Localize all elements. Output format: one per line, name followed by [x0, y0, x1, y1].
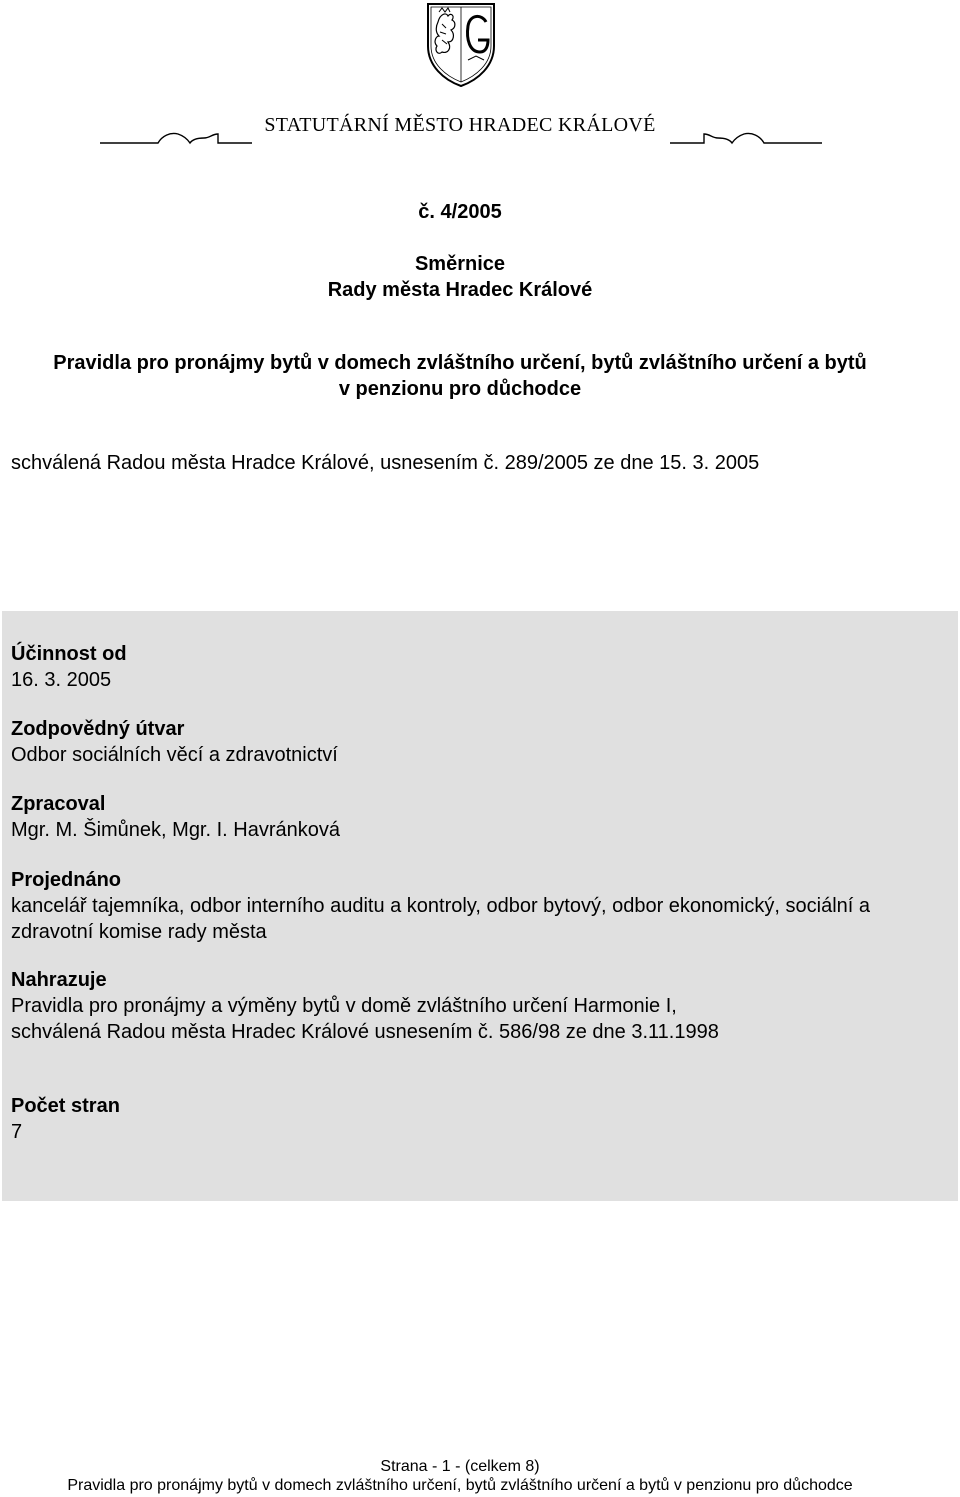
- approval-statement: schválená Radou města Hradce Králové, usnesením č. 289/2005 ze dne 15. 3. 2005: [11, 452, 760, 474]
- page-count-field: [11, 1093, 953, 1145]
- field-label: Nahrazuje: [11, 969, 107, 991]
- department-field: [11, 716, 953, 768]
- prepared-by-field: [11, 791, 953, 843]
- discussed-field: [11, 867, 953, 945]
- document-title-line: Pravidla pro pronájmy bytů v domech zvláštního určení, bytů zvláštního určení a bytů: [53, 352, 867, 374]
- field-value: 7: [11, 1121, 23, 1143]
- document-info-box: [2, 611, 958, 1201]
- footer-page-number: Strana - 1 - (celkem 8): [380, 1458, 540, 1475]
- document-issuer-line: Rady města Hradec Králové: [327, 279, 593, 301]
- header-ornament-line: [100, 124, 822, 148]
- document-type: [0, 251, 920, 303]
- document-title-line: v penzionu pro důchodce: [338, 378, 582, 400]
- field-label: Účinnost od: [11, 643, 127, 665]
- footer-document-title: Pravidla pro pronájmy bytů v domech zvláštního určení, bytů zvláštního určení a bytů v penzionu pro důchodce: [67, 1477, 853, 1494]
- document-title: [0, 350, 920, 402]
- field-value: 16. 3. 2005: [11, 669, 112, 691]
- coat-of-arms-icon: [424, 0, 498, 88]
- field-value: Pravidla pro pronájmy a výměny bytů v domě zvláštního určení Harmonie I,: [11, 995, 677, 1017]
- field-value: schválená Radou města Hradec Králové usnesením č. 586/98 ze dne 3.11.1998: [11, 1021, 719, 1043]
- document-number: č. 4/2005: [418, 201, 502, 223]
- field-value: kancelář tajemníka, odbor interního auditu a kontroly, odbor bytový, odbor ekonomický, sociální a zdravotní komise rady města: [11, 895, 870, 943]
- field-value: Odbor sociálních věcí a zdravotnictví: [11, 744, 338, 766]
- city-name: STATUTÁRNÍ MĚSTO HRADEC KRÁLOVÉ: [264, 114, 656, 136]
- field-label: Počet stran: [11, 1095, 120, 1117]
- field-value: Mgr. M. Šimůnek, Mgr. I. Havránková: [11, 819, 340, 841]
- replaces-field: [11, 967, 953, 1045]
- field-label: Zodpovědný útvar: [11, 718, 185, 740]
- effective-date-field: [11, 641, 953, 693]
- field-label: Projednáno: [11, 869, 122, 891]
- field-label: Zpracoval: [11, 793, 106, 815]
- document-type-line: Směrnice: [414, 253, 506, 275]
